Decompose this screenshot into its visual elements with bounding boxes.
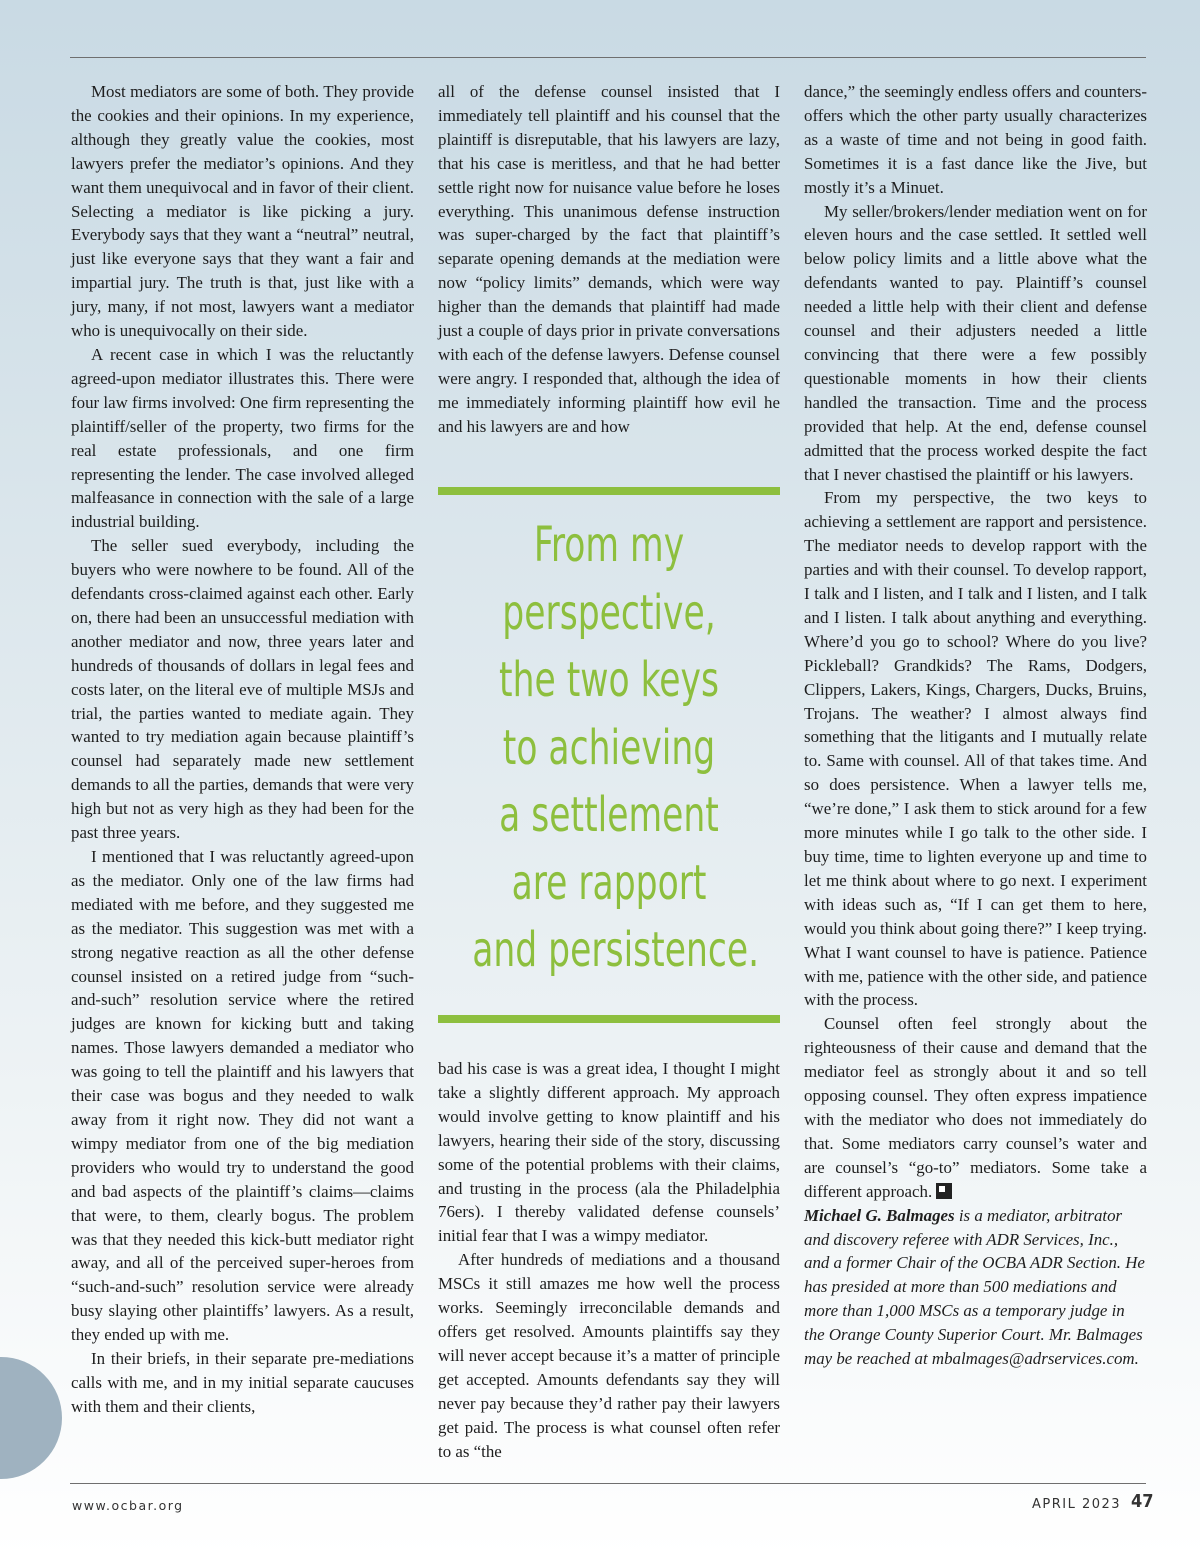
side-tab-decoration xyxy=(0,1357,62,1479)
pullquote-line: and persistence. xyxy=(472,922,760,978)
footer-url[interactable]: www.ocbar.org xyxy=(72,1498,184,1513)
end-of-article-icon xyxy=(936,1183,952,1199)
paragraph: From my perspective, the two keys to achieving a settlement are rapport and persistence. The mediator needs to develop rapport with the parties and with their counsel. To develop rapport, I talk and I listen, and I talk and I listen, and I talk and I listen. I talk about anything and everything. Where’d you go to school? Where do you live? Pickleball? Grandkids? The Rams, Dodgers, Clippers, Lakers, Kings, Chargers, Ducks, Bruins, Trojans. The weather? I almost always find something that the litigants and I mutually relate to. Same with counsel. All of that takes time. And so does persistence. When a lawyer tells me, “we’re done,” I ask them to stick around for a few more minutes while I go talk to the other side. I buy time, time to lighten everyone up and time to let me think about where to go next. I experiment with ideas such as, “If I can get them to here, would you think about going there?” I keep trying. What I want counsel to have is patience. Patience with me, patience with the other side, and patience with the process. xyxy=(804,488,1147,1010)
pullquote-line: the two keys xyxy=(499,652,719,708)
paragraph-text: Counsel often feel strongly about the righteousness of their cause and demand that the mediator feel as strongly about it and so tell opposing counsel. They often express impatience with the mediator who does not immediately do that. Some mediators carry counsel’s water and are counsel’s “go-to” mediators. Some take a different approach. xyxy=(804,1014,1147,1201)
author-bio xyxy=(804,1204,1147,1371)
pullquote-line: to achieving xyxy=(502,719,716,776)
paragraph: The seller sued everybody, including the buyers who were nowhere to be found. All of the defendants cross-claimed against each other. Early on, there had been an unsuccessful mediation with another mediator and now, three years later and hundreds of thousands of dollars in legal fees and costs later, on the literal eve of multiple MSJs and trial, the parties wanted to mediate again. They wanted to try mediation again because plaintiff’s counsel had separately made new settlement demands to all the parties, demands that were very high but not as very high as they had been for the past three years. xyxy=(71,536,414,843)
paragraph: My seller/brokers/lender mediation went on for eleven hours and the case settled. It settled well below policy limits and a little above what the defendants wanted to pay. Plaintiff’s counsel needed a little help with their client and defense counsel and their adjusters needed a little convincing that there were a few possibly questionable moments in how their clients handled the transaction. Time and the process provided that help. At the end, defense counsel admitted that the process worked despite the fact that I never chastised the plaintiff or his lawyers. xyxy=(804,201,1147,484)
author-name: Michael G. Balmages xyxy=(804,1205,955,1225)
article-column-1 xyxy=(71,80,414,1419)
paragraph: In their briefs, in their separate pre-mediations calls with me, and in my initial separate caucuses with them and their clients, xyxy=(71,1349,414,1416)
pullquote-line: From my xyxy=(533,517,685,573)
page-number: 47 xyxy=(1131,1491,1154,1512)
article-column-2-bottom xyxy=(438,1057,780,1463)
paragraph: I mentioned that I was reluctantly agreed-upon as the mediator. Only one of the law firms had mediated with me before, and they suggested me as the mediator. This suggestion was met with a strong negative reaction as all the other defense counsel insisted on a retired judge from “such-and-such” resolution service where the retired judges are known for kicking butt and taking names. Those lawyers demanded a mediator who was going to tell the plaintiff and his lawyers that their case was bogus and they needed to walk away from it right now. They did not want a wimpy mediator from one of the big mediation providers who would try to understand the good and bad aspects of the plaintiff’s claims—claims that were, to them, clearly bogus. The problem was that they needed this kick-butt mediator right away, and all of the perceived super-heroes from “such-and-such” resolution service were already busy slaying other plaintiffs’ lawyers. As a result, they ended up with me. xyxy=(71,847,414,1345)
paragraph: After hundreds of mediations and a thousand MSCs it still amazes me how well the process works. Seemingly irreconcilable demands and offers get resolved. Amounts plaintiffs say they will never accept because it’s a matter of principle get accepted. Amounts defendants say they will never pay because they’d rather pay their lawyers get paid. The process is what counsel often refer to as “the xyxy=(438,1250,780,1461)
pullquote-bottom-bar xyxy=(438,1015,780,1023)
bottom-rule xyxy=(70,1483,1146,1484)
paragraph: bad his case is was a great idea, I thought I might take a slightly different approach. My approach would involve getting to know plaintiff and his lawyers, hearing their side of the story, discussing some of the potential problems with their claims, and trusting in the process (ala the Philadelphia 76ers). I thereby validated defense counsels’ initial fear that I was a wimpy mediator. xyxy=(438,1059,780,1246)
article-column-2-top xyxy=(438,80,780,439)
paragraph: dance,” the seemingly endless offers and counters-offers which the other party usually characterizes as a waste of time and not being in good faith. Sometimes it is a fast dance like the Jive, but mostly it’s a Minuet. xyxy=(804,82,1147,197)
article-column-3 xyxy=(804,80,1147,1371)
pullquote-top-bar xyxy=(438,487,780,495)
pullquote-line: perspective, xyxy=(502,584,716,641)
paragraph: all of the defense counsel insisted that I immediately tell plaintiff and his counsel that the plaintiff is disreputable, that his lawyers are lazy, that his case is meritless, and that he had better settle right now for nuisance value before he loses everything. This unanimous defense instruction was super-charged by the fact that plaintiff’s separate opening demands at the mediation were now “policy limits” demands, which were way higher than the demands that plaintiff had made just a couple of days prior in private conversations with each of the defense lawyers. Defense counsel were angry. I responded that, although the idea of me immediately informing plaintiff how evil he and his lawyers are and how xyxy=(438,82,780,436)
pullquote xyxy=(472,512,760,985)
top-rule xyxy=(70,57,1146,58)
author-bio-text: is a mediator, arbitrator and discovery referee with ADR Services, Inc., and a former Chair of the OCBA ADR Section. He has presided at more than 500 mediations and more than 1,000 MSCs as a temporary judge in the Orange County Superior Court. Mr. Balmages may be reached at mbalmages@adrservices.com. xyxy=(804,1205,1145,1369)
last-paragraph xyxy=(804,1012,1147,1203)
paragraph: Most mediators are some of both. They provide the cookies and their opinions. In my experience, although they greatly value the cookies, most lawyers prefer the mediator’s opinions. And they want them unequivocal and in favor of their client. Selecting a mediator is like picking a jury. Everybody says that they want a “neutral” neutral, just like everyone says that they want a fair and impartial jury. The truth is that, just like with a jury, many, if not most, lawyers want a mediator who is unequivocally on their side. xyxy=(71,82,414,341)
paragraph: A recent case in which I was the reluctantly agreed-upon mediator illustrates this. There were four law firms involved: One firm representing the plaintiff/seller of the property, two firms for the real estate professionals, and one firm representing the lender. The case involved alleged malfeasance in connection with the sale of a large industrial building. xyxy=(71,344,414,532)
footer-date: APRIL 2023 xyxy=(1032,1497,1122,1512)
pullquote-line: a settlement xyxy=(499,787,719,843)
pullquote-line: are rapport xyxy=(511,854,707,911)
